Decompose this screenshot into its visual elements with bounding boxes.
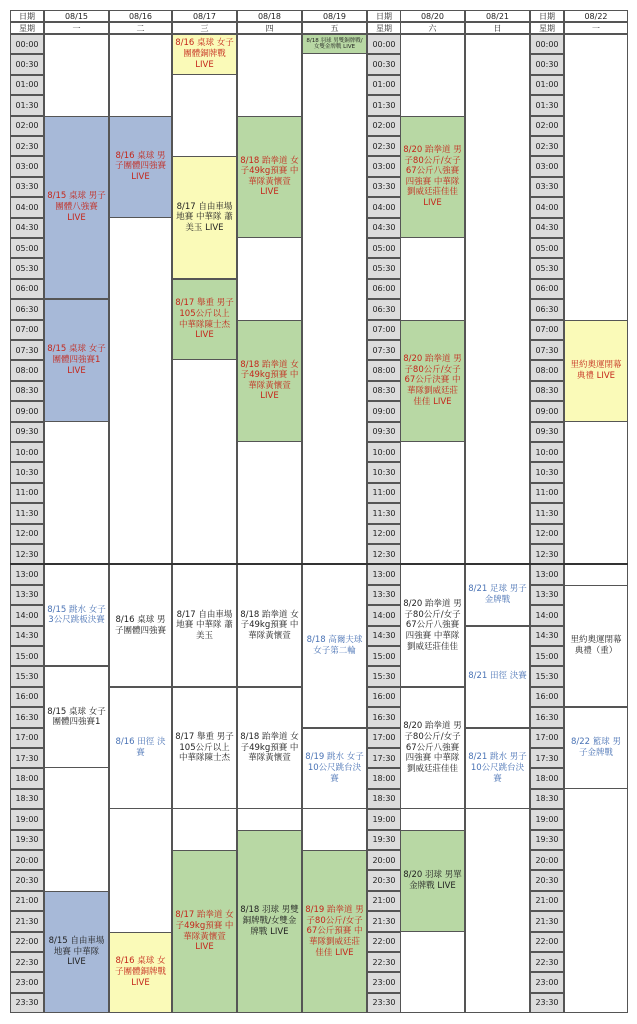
time-slot-label: 14:30 — [530, 626, 564, 646]
time-slot-label: 18:30 — [530, 789, 564, 809]
time-slot-label: 13:30 — [530, 585, 564, 605]
time-slot-label: 21:30 — [367, 911, 401, 931]
time-slot-label: 19:00 — [10, 809, 44, 829]
program-title: 8/17 舉重 男子105公斤以上 中華隊陳士杰 — [175, 732, 234, 764]
program-block[interactable] — [302, 34, 367, 54]
time-slot-label: 01:00 — [530, 75, 564, 95]
time-slot-label: 02:00 — [10, 116, 44, 136]
day-date-header: 08/20 — [400, 10, 465, 22]
time-slot-label: 10:00 — [10, 442, 44, 462]
program-title: 8/20 跆拳道 男子80公斤/女子67公斤八強賽四強賽 中華隊劉威廷莊佳佳 — [403, 721, 462, 774]
time-slot-label: 03:30 — [530, 177, 564, 197]
time-slot-label: 10:30 — [530, 462, 564, 482]
program-title: 8/16 田徑 決賽 — [115, 737, 166, 758]
time-slot-label: 22:00 — [530, 932, 564, 952]
program-block[interactable] — [44, 666, 109, 768]
time-slot-label: 19:30 — [10, 830, 44, 850]
time-slot-label: 01:00 — [10, 75, 44, 95]
time-slot-label: 04:30 — [530, 218, 564, 238]
time-slot-label: 11:30 — [367, 503, 401, 523]
time-slot-label: 10:30 — [10, 462, 44, 482]
program-block[interactable] — [172, 687, 237, 809]
program-title: 8/17 跆拳道 女子49kg預賽 中華隊黃懷萱 LIVE — [175, 910, 234, 953]
program-title: 8/19 跆拳道 男子80公斤/女子67公斤預賽 中華隊劉威廷莊佳佳 LIVE — [305, 905, 364, 958]
time-slot-label: 08:30 — [10, 381, 44, 401]
program-title: 8/17 舉重 男子105公斤以上 中華隊陳士杰 LIVE — [175, 298, 234, 341]
program-block[interactable] — [237, 564, 302, 686]
program-title: 8/20 羽球 男單金牌戰 LIVE — [403, 869, 462, 891]
time-slot-label: 05:00 — [10, 238, 44, 258]
time-slot-label: 23:30 — [10, 993, 44, 1013]
time-slot-label: 13:00 — [10, 564, 44, 584]
date-header-label: 日期 — [530, 10, 564, 22]
program-block[interactable] — [109, 116, 172, 218]
program-title: 8/20 跆拳道 男子80公斤/女子67公斤決賽 中華隊劉威廷莊佳佳 LIVE — [403, 354, 462, 407]
program-title: 8/20 跆拳道 男子80公斤/女子67公斤八強賽四強賽 中華隊劉威廷莊佳佳 — [403, 599, 462, 652]
time-slot-label: 11:30 — [10, 503, 44, 523]
program-title: 8/16 桌球 女子團體銅牌戰 LIVE — [175, 38, 234, 70]
program-block[interactable] — [44, 891, 109, 1013]
time-slot-label: 05:30 — [530, 258, 564, 278]
weekday-header-label: 星期 — [367, 22, 401, 34]
program-block[interactable] — [109, 932, 172, 1014]
time-slot-label: 18:00 — [530, 768, 564, 788]
time-slot-label: 10:00 — [530, 442, 564, 462]
program-title: 8/15 自由車場地賽 中華隊 LIVE — [48, 936, 105, 968]
time-slot-label: 07:00 — [530, 320, 564, 340]
time-slot-label: 10:30 — [367, 462, 401, 482]
time-slot-label: 06:00 — [10, 279, 44, 299]
time-slot-label: 11:00 — [530, 483, 564, 503]
time-slot-label: 07:30 — [530, 340, 564, 360]
time-slot-label: 19:30 — [367, 830, 401, 850]
time-slot-label: 15:30 — [367, 666, 401, 686]
time-slot-label: 01:00 — [367, 75, 401, 95]
time-slot-label: 09:00 — [367, 401, 401, 421]
time-slot-label: 23:30 — [530, 993, 564, 1013]
program-block[interactable] — [400, 564, 465, 686]
time-slot-label: 19:00 — [367, 809, 401, 829]
program-title: 8/15 跳水 女子3公尺跳板決賽 — [47, 604, 106, 626]
weekday-header-label: 星期 — [10, 22, 44, 34]
day-date-header: 08/19 — [302, 10, 367, 22]
day-date-header: 08/21 — [465, 10, 530, 22]
time-slot-label: 02:30 — [10, 136, 44, 156]
day-weekday-header: 二 — [109, 22, 172, 34]
program-block[interactable] — [564, 320, 628, 422]
time-slot-label: 20:00 — [10, 850, 44, 870]
time-slot-label: 02:30 — [367, 136, 401, 156]
time-slot-label: 04:00 — [530, 197, 564, 217]
time-slot-label: 22:30 — [10, 952, 44, 972]
time-slot-label: 16:30 — [367, 707, 401, 727]
program-title: 8/16 桌球 男子團體四強賽 — [114, 614, 166, 636]
program-block[interactable] — [400, 116, 465, 238]
time-slot-label: 03:30 — [10, 177, 44, 197]
time-slot-label: 01:30 — [530, 95, 564, 115]
time-slot-label: 04:30 — [367, 218, 401, 238]
time-slot-label: 17:30 — [10, 748, 44, 768]
time-slot-label: 13:30 — [10, 585, 44, 605]
time-slot-label: 03:00 — [530, 156, 564, 176]
time-slot-label: 07:30 — [367, 340, 401, 360]
program-block[interactable] — [172, 279, 237, 361]
day-weekday-header: 日 — [465, 22, 530, 34]
program-title: 8/17 自由車場地賽 中華隊 蕭美玉 LIVE — [176, 201, 233, 233]
program-block[interactable] — [564, 707, 628, 789]
time-slot-label: 09:30 — [367, 422, 401, 442]
program-title: 8/22 籃球 男子金牌戰 — [571, 737, 621, 758]
program-title: 8/18 跆拳道 女子49kg預賽 中華隊黃懷萱 — [240, 609, 299, 641]
time-slot-label: 22:00 — [367, 932, 401, 952]
program-title: 8/18 跆拳道 女子49kg預賽 中華隊黃懷萱 LIVE — [240, 359, 299, 402]
program-block[interactable] — [302, 728, 367, 810]
day-weekday-header: 一 — [44, 22, 109, 34]
day-date-header: 08/15 — [44, 10, 109, 22]
time-slot-label: 09:00 — [530, 401, 564, 421]
program-title: 8/18 羽球 男雙銅牌戰/女雙金牌戰 LIVE — [306, 38, 363, 51]
program-block[interactable] — [400, 687, 465, 809]
day-date-header: 08/18 — [237, 10, 302, 22]
time-slot-label: 08:00 — [367, 360, 401, 380]
day-weekday-header: 三 — [172, 22, 237, 34]
program-block[interactable] — [237, 830, 302, 1014]
time-slot-label: 22:00 — [10, 932, 44, 952]
time-slot-label: 21:30 — [10, 911, 44, 931]
program-block[interactable] — [564, 585, 628, 707]
program-title: 8/18 跆拳道 女子49kg預賽 中華隊黃懷萱 — [240, 732, 299, 764]
time-slot-label: 21:00 — [10, 891, 44, 911]
program-block[interactable] — [44, 116, 109, 300]
program-title: 8/15 桌球 女子團體四強賽1 LIVE — [47, 344, 106, 376]
time-slot-label: 16:00 — [10, 687, 44, 707]
time-slot-label: 14:30 — [10, 626, 44, 646]
time-slot-label: 19:00 — [530, 809, 564, 829]
day-date-header: 08/16 — [109, 10, 172, 22]
time-slot-label: 22:30 — [367, 952, 401, 972]
date-header-label: 日期 — [367, 10, 401, 22]
time-slot-label: 23:00 — [367, 972, 401, 992]
program-title: 8/21 足球 男子金牌戰 — [468, 584, 527, 605]
time-slot-label: 06:30 — [367, 299, 401, 319]
time-slot-label: 22:30 — [530, 952, 564, 972]
day-weekday-header: 五 — [302, 22, 367, 34]
time-slot-label: 07:30 — [10, 340, 44, 360]
time-slot-label: 14:00 — [10, 605, 44, 625]
time-slot-label: 17:00 — [367, 728, 401, 748]
program-block[interactable] — [109, 687, 172, 809]
program-title: 8/15 桌球 男子團體八強賽 LIVE — [47, 191, 106, 223]
time-slot-label: 09:00 — [10, 401, 44, 421]
program-title: 8/21 跳水 男子10公尺跳台決賽 — [468, 752, 527, 784]
time-slot-label: 12:00 — [10, 524, 44, 544]
time-slot-label: 09:30 — [530, 422, 564, 442]
time-slot-label: 15:00 — [530, 646, 564, 666]
time-slot-label: 16:30 — [10, 707, 44, 727]
time-slot-label: 21:30 — [530, 911, 564, 931]
time-slot-label: 04:30 — [10, 218, 44, 238]
program-title: 8/20 跆拳道 男子80公斤/女子67公斤八強賽四強賽 中華隊劉威廷莊佳佳 LIVE — [403, 144, 462, 209]
time-slot-label: 23:00 — [530, 972, 564, 992]
time-slot-label: 16:00 — [367, 687, 401, 707]
date-header-label: 日期 — [10, 10, 44, 22]
time-slot-label: 03:00 — [367, 156, 401, 176]
time-slot-label: 00:00 — [367, 34, 401, 54]
time-slot-label: 00:30 — [367, 54, 401, 74]
time-slot-label: 06:30 — [530, 299, 564, 319]
time-slot-label: 18:00 — [10, 768, 44, 788]
day-weekday-header: 一 — [564, 22, 628, 34]
program-title: 8/16 桌球 男子團體四強賽 LIVE — [114, 150, 166, 182]
time-slot-label: 20:30 — [530, 870, 564, 890]
time-slot-label: 14:00 — [367, 605, 401, 625]
time-slot-label: 18:00 — [367, 768, 401, 788]
time-slot-label: 17:30 — [530, 748, 564, 768]
program-block[interactable] — [237, 687, 302, 809]
time-slot-label: 07:00 — [10, 320, 44, 340]
time-slot-label: 01:30 — [10, 95, 44, 115]
time-slot-label: 14:00 — [530, 605, 564, 625]
time-slot-label: 23:00 — [10, 972, 44, 992]
time-slot-label: 08:00 — [10, 360, 44, 380]
time-slot-label: 19:30 — [530, 830, 564, 850]
time-slot-label: 12:30 — [10, 544, 44, 564]
time-slot-label: 05:00 — [530, 238, 564, 258]
time-slot-label: 10:00 — [367, 442, 401, 462]
program-block[interactable] — [465, 626, 530, 728]
program-block[interactable] — [44, 564, 109, 666]
time-slot-label: 11:00 — [367, 483, 401, 503]
time-slot-label: 16:30 — [530, 707, 564, 727]
program-block[interactable] — [172, 850, 237, 1013]
program-title: 8/17 自由車場地賽 中華隊 蕭美玉 — [176, 609, 233, 641]
time-slot-label: 17:00 — [530, 728, 564, 748]
day-column — [564, 34, 628, 1013]
time-slot-label: 01:30 — [367, 95, 401, 115]
time-slot-label: 13:00 — [367, 564, 401, 584]
program-block[interactable] — [172, 564, 237, 686]
time-slot-label: 17:30 — [367, 748, 401, 768]
time-slot-label: 15:00 — [367, 646, 401, 666]
time-slot-label: 17:00 — [10, 728, 44, 748]
time-slot-label: 00:00 — [530, 34, 564, 54]
program-title: 8/16 桌球 女子團體銅牌戰 LIVE — [114, 956, 166, 988]
program-title: 8/15 桌球 女子團體四強賽1 — [47, 706, 106, 728]
time-slot-label: 06:00 — [530, 279, 564, 299]
program-block[interactable] — [172, 34, 237, 75]
program-title: 8/21 田徑 決賽 — [468, 671, 527, 682]
time-slot-label: 09:30 — [10, 422, 44, 442]
time-slot-label: 20:00 — [530, 850, 564, 870]
time-slot-label: 12:00 — [530, 524, 564, 544]
time-slot-label: 08:00 — [530, 360, 564, 380]
time-slot-label: 21:00 — [367, 891, 401, 911]
time-slot-label: 03:30 — [367, 177, 401, 197]
time-slot-label: 13:30 — [367, 585, 401, 605]
day-weekday-header: 六 — [400, 22, 465, 34]
program-title: 8/18 跆拳道 女子49kg預賽 中華隊黃懷萱 LIVE — [240, 155, 299, 198]
program-title: 里約奧運閉幕典禮（重） — [570, 635, 622, 656]
time-slot-label: 08:30 — [367, 381, 401, 401]
program-block[interactable] — [237, 116, 302, 238]
time-slot-label: 00:00 — [10, 34, 44, 54]
time-slot-label: 15:30 — [10, 666, 44, 686]
program-title: 8/18 羽球 男雙銅牌戰/女雙金牌戰 LIVE — [240, 905, 299, 937]
time-slot-label: 05:30 — [367, 258, 401, 278]
time-slot-label: 00:30 — [10, 54, 44, 74]
weekday-header-label: 星期 — [530, 22, 564, 34]
program-block[interactable] — [400, 830, 465, 932]
program-block[interactable] — [237, 320, 302, 442]
time-slot-label: 12:00 — [367, 524, 401, 544]
day-date-header: 08/22 — [564, 10, 628, 22]
program-title: 8/18 高爾夫球 女子第二輪 — [306, 635, 363, 656]
program-block[interactable] — [172, 156, 237, 278]
time-slot-label: 23:30 — [367, 993, 401, 1013]
time-slot-label: 06:00 — [367, 279, 401, 299]
time-slot-label: 02:00 — [530, 116, 564, 136]
time-slot-label: 21:00 — [530, 891, 564, 911]
time-slot-label: 12:30 — [367, 544, 401, 564]
time-slot-label: 06:30 — [10, 299, 44, 319]
time-slot-label: 18:30 — [367, 789, 401, 809]
schedule-grid — [10, 10, 628, 1014]
program-block[interactable] — [465, 728, 530, 810]
section-divider — [10, 563, 628, 565]
time-slot-label: 03:00 — [10, 156, 44, 176]
time-slot-label: 07:00 — [367, 320, 401, 340]
time-slot-label: 05:00 — [367, 238, 401, 258]
program-block[interactable] — [44, 299, 109, 421]
time-slot-label: 08:30 — [530, 381, 564, 401]
time-slot-label: 02:00 — [367, 116, 401, 136]
time-slot-label: 12:30 — [530, 544, 564, 564]
program-title: 8/19 跳水 女子10公尺跳台決賽 — [305, 752, 364, 784]
time-slot-label: 00:30 — [530, 54, 564, 74]
time-slot-label: 04:00 — [10, 197, 44, 217]
day-date-header: 08/17 — [172, 10, 237, 22]
program-block[interactable] — [400, 320, 465, 442]
time-slot-label: 11:00 — [10, 483, 44, 503]
time-slot-label: 04:00 — [367, 197, 401, 217]
program-block[interactable] — [465, 564, 530, 625]
day-weekday-header: 四 — [237, 22, 302, 34]
time-slot-label: 14:30 — [367, 626, 401, 646]
time-slot-label: 20:30 — [10, 870, 44, 890]
time-slot-label: 02:30 — [530, 136, 564, 156]
time-slot-label: 15:30 — [530, 666, 564, 686]
time-slot-label: 20:30 — [367, 870, 401, 890]
time-slot-label: 13:00 — [530, 564, 564, 584]
day-column — [465, 34, 530, 1013]
program-block[interactable] — [302, 564, 367, 727]
program-title: 里約奧運閉幕典禮 LIVE — [570, 359, 622, 381]
program-block[interactable] — [302, 850, 367, 1013]
time-slot-label: 05:30 — [10, 258, 44, 278]
program-block[interactable] — [109, 564, 172, 686]
time-slot-label: 11:30 — [530, 503, 564, 523]
time-slot-label: 16:00 — [530, 687, 564, 707]
time-slot-label: 18:30 — [10, 789, 44, 809]
time-slot-label: 15:00 — [10, 646, 44, 666]
time-slot-label: 20:00 — [367, 850, 401, 870]
